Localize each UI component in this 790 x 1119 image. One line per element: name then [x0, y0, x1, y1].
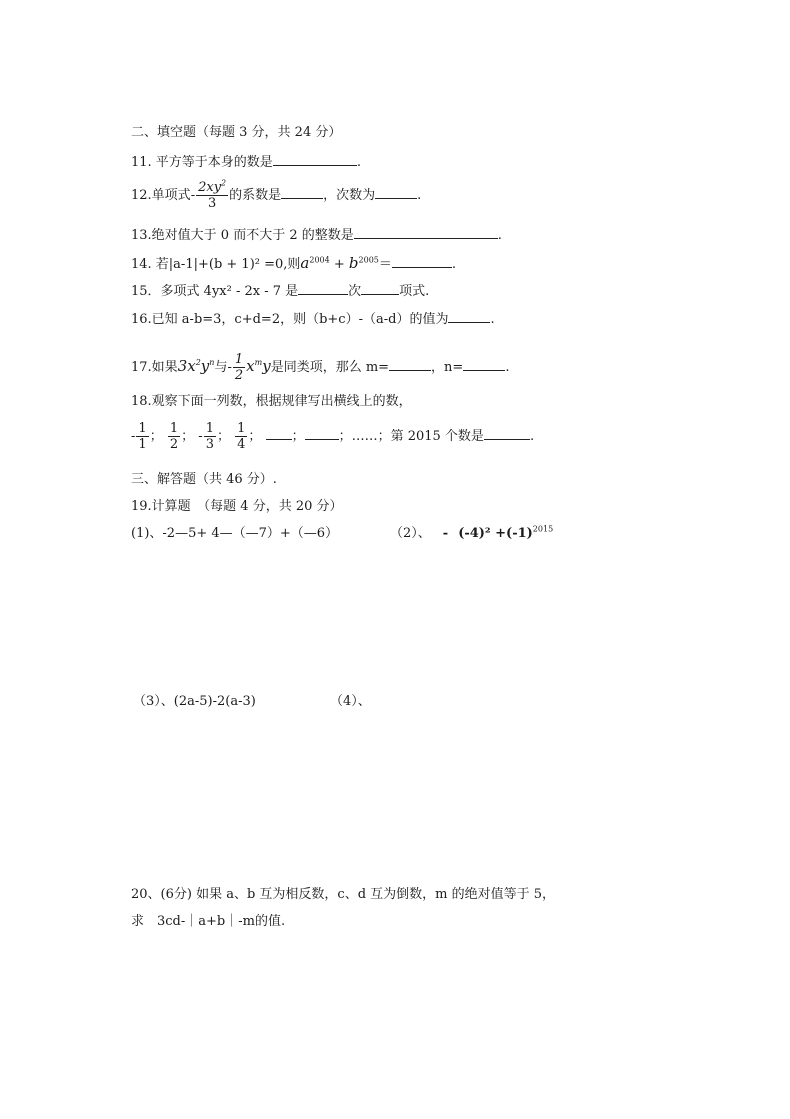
period: .	[490, 312, 495, 327]
n-label: ，n=	[431, 360, 464, 375]
answer-blank[interactable]	[375, 186, 417, 199]
separator: ；	[216, 429, 230, 444]
numerator: 1	[237, 421, 246, 436]
question-12	[131, 180, 421, 211]
answer-blank[interactable]	[484, 427, 530, 440]
exp-x: 2	[195, 358, 201, 367]
period: .	[505, 360, 510, 375]
answer-blank[interactable]	[354, 226, 498, 239]
period: .	[451, 257, 457, 272]
answer-blank[interactable]	[281, 186, 323, 199]
question-17-mid: 是同类项，那么 m=	[270, 360, 390, 375]
denominator: 2	[169, 437, 179, 452]
answer-blank[interactable]	[298, 282, 348, 295]
denominator: 4	[237, 437, 246, 452]
minus-sign: -	[227, 360, 232, 375]
problem-1: (1)、-2—5+ 4—（—7）+（—6）	[131, 526, 339, 541]
period: .	[529, 429, 535, 444]
section-3-heading: 三、解答题（共 46 分）.	[131, 472, 277, 487]
degree-label: ，次数为	[323, 188, 376, 203]
numerator: 2xy	[198, 180, 222, 195]
question-16	[131, 310, 495, 329]
answer-blank[interactable]	[273, 153, 357, 166]
separator: ；	[248, 429, 262, 444]
equals-sign: ＝	[378, 257, 392, 272]
sign: -	[198, 429, 203, 444]
exponent-a: 2004	[309, 255, 330, 265]
question-15-text: 15．多项式 4yx² - 2x - 7 是	[131, 284, 299, 299]
denominator: 2	[234, 368, 244, 383]
problem-3: （3）、(2a-5)-2(a-3)	[133, 694, 256, 709]
var-a: a	[300, 254, 310, 272]
period: .	[356, 155, 361, 170]
problem-2-body: (-4)² +(-1)	[458, 526, 533, 541]
half-fraction	[233, 352, 245, 383]
var-b: b	[348, 254, 359, 272]
answer-blank[interactable]	[361, 282, 399, 295]
question-13	[131, 226, 502, 245]
numerator: 1	[234, 352, 244, 367]
var-x: x	[187, 357, 196, 375]
separator: ；	[291, 429, 305, 444]
fraction-term-3	[198, 421, 230, 452]
problem-2	[390, 525, 553, 543]
separator: ；	[181, 429, 195, 444]
problem-4: （4）、	[330, 694, 371, 709]
minus-sign: -	[190, 188, 196, 203]
answer-blank[interactable]	[266, 427, 292, 440]
answer-blank-n[interactable]	[463, 358, 505, 371]
exponent: 2	[221, 178, 227, 188]
var-y: y	[200, 357, 210, 375]
exp-y: n	[209, 358, 215, 367]
fraction-term-4	[234, 421, 262, 452]
question-16-text: 16.已知 a-b=3，c+d=2，则（b+c）-（a-d）的值为	[131, 312, 449, 327]
numerator: 1	[169, 421, 179, 436]
period: .	[497, 228, 502, 243]
exponent: 2015	[532, 524, 554, 534]
fraction-term-1	[131, 421, 163, 452]
answer-blank[interactable]	[392, 255, 452, 268]
answer-blank-m[interactable]	[389, 358, 431, 371]
term-2	[246, 357, 271, 375]
answer-blank[interactable]	[448, 310, 490, 323]
numerator: 1	[205, 421, 214, 436]
question-14	[131, 254, 456, 274]
minus-sign: -	[442, 526, 449, 541]
exponent-b: 2005	[358, 255, 379, 265]
term-word: 项式.	[399, 284, 430, 299]
fraction-term-2	[167, 421, 195, 452]
section-2-heading: 二、填空题（每题 3 分，共 24 分）	[131, 125, 342, 140]
period: .	[417, 188, 422, 203]
degree-word: 次	[348, 284, 362, 299]
var-x: x	[246, 357, 255, 375]
question-13-text: 13.绝对值大于 0 而不大于 2 的整数是	[131, 228, 354, 243]
sequence-tail: ；……；第 2015 个数是	[338, 429, 484, 444]
problem-2-label: （2）、	[390, 526, 431, 541]
question-17-prefix: 17.如果	[131, 360, 178, 375]
question-12-prefix: 12.单项式	[131, 188, 191, 203]
question-11	[131, 153, 361, 172]
question-14-text: 14. 若|a-1|+(b + 1)² =0,则	[131, 257, 301, 272]
coefficient-label: 的系数是	[229, 188, 282, 203]
question-19-title: 19.计算题 （每题 4 分，共 20 分）	[131, 499, 343, 514]
question-18: 18.观察下面一列数，根据规律写出横线上的数，	[131, 394, 412, 409]
question-15	[131, 282, 429, 301]
question-20-continued: 求 3cd-｜a+b｜-m的值.	[131, 914, 286, 929]
denominator: 3	[205, 437, 214, 452]
plus-sign: +	[329, 257, 349, 272]
separator: ；	[149, 429, 163, 444]
numerator: 1	[138, 421, 147, 436]
sequence-row	[131, 421, 534, 452]
denominator: 3	[207, 196, 217, 211]
denominator: 1	[138, 437, 147, 452]
answer-blank[interactable]	[305, 427, 339, 440]
var-y: y	[262, 357, 271, 375]
monomial-fraction	[196, 180, 228, 211]
question-11-text: 11. 平方等于本身的数是	[131, 155, 273, 170]
exp-x: m	[254, 358, 263, 367]
with-word: 与	[214, 360, 228, 375]
sign: -	[131, 429, 136, 444]
term-1	[178, 357, 215, 375]
coefficient: 3	[177, 357, 188, 375]
question-20: 20、(6分) 如果 a、b 互为相反数，c、d 互为倒数，m 的绝对值等于 5，	[131, 887, 556, 902]
question-17	[131, 352, 509, 383]
